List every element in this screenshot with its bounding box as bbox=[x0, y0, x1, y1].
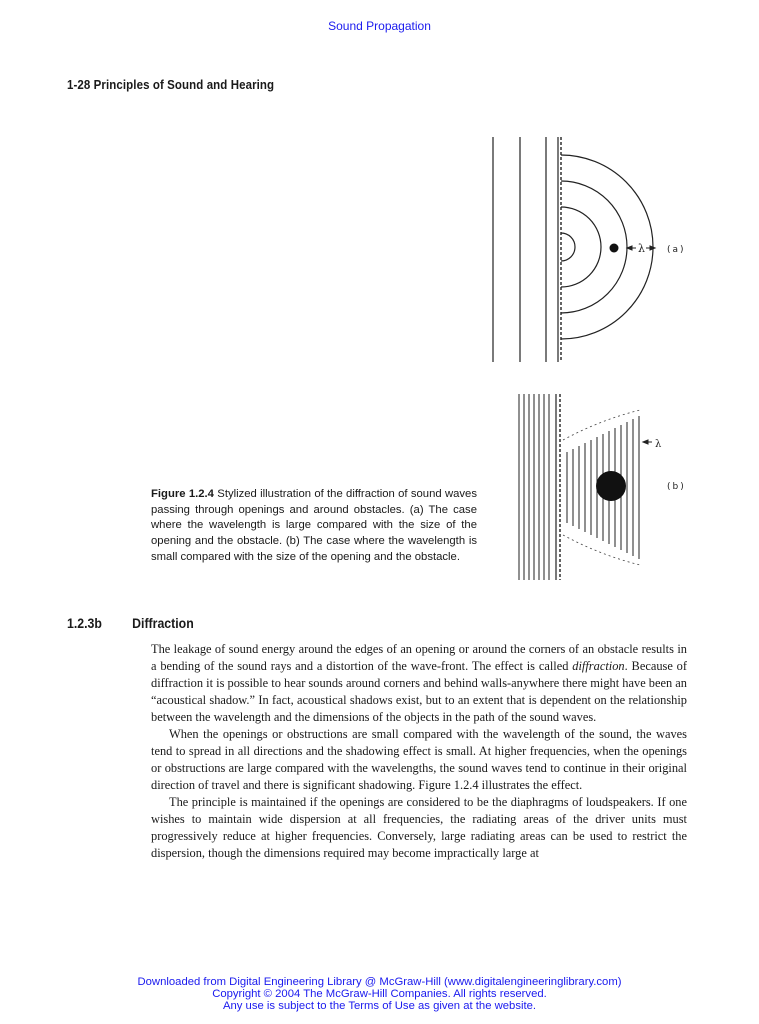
lambda-label-b: λ bbox=[655, 439, 662, 450]
caption-text: Stylized illustration of the diffraction of sound waves passing through openings and around obstacles. (a) The case where the wavelength is large compared with the size of the opening and the obstacle. (b) The case where the wavelength is small compared with the size of the opening and the obstacle. bbox=[151, 488, 477, 563]
header-link[interactable]: Sound Propagation bbox=[328, 19, 431, 33]
body-text bbox=[151, 641, 687, 862]
paragraph-1-start: The leakage of sound energy around the edges of an opening or around the corners of an obstacle results in a bending of the sound rays and a distortion of the wave-front. The effect is called bbox=[151, 642, 687, 673]
figure-label-b: (b) bbox=[667, 482, 686, 492]
wavelength-marker-b bbox=[643, 440, 652, 444]
obstacle-b bbox=[596, 471, 626, 501]
figure-caption bbox=[151, 487, 477, 566]
plane-waves-b bbox=[519, 394, 549, 580]
lambda-label-a: λ bbox=[638, 242, 645, 255]
figure-label-a: (a) bbox=[667, 245, 686, 255]
plane-waves-a bbox=[493, 137, 546, 362]
paragraph-1-term: diffraction bbox=[572, 659, 625, 673]
paragraph-1-end: . Because of diffraction it is possible to hear sounds around corners and behind walls-anywhere there might have been an “acoustical shadow.” In fact, acoustical shadows exist, but to an extent that is dependent on the relationship between the wavelength and the dimensions of the objects in the path of the sound waves. bbox=[151, 659, 687, 724]
section-title: Diffraction bbox=[132, 615, 194, 631]
obstacle-a bbox=[610, 244, 619, 253]
diffraction-figure bbox=[480, 128, 690, 583]
caption-label: Figure 1.2.4 bbox=[151, 488, 214, 500]
barrier-a bbox=[558, 137, 561, 362]
paragraph-1 bbox=[151, 641, 687, 726]
footer-line-2[interactable]: Copyright © 2004 The McGraw-Hill Companies. All rights reserved. bbox=[212, 988, 547, 1000]
footer-line-1[interactable]: Downloaded from Digital Engineering Library @ McGraw-Hill (www.digitalengineeringlibrary.com) bbox=[137, 976, 622, 988]
footer-line-3[interactable]: Any use is subject to the Terms of Use as given at the website. bbox=[222, 1000, 537, 1012]
paragraph-3: The principle is maintained if the openings are considered to be the diaphragms of loudspeakers. If one wishes to maintain wide dispersion at all frequencies, the radiating areas of the driver units must progressively reduce at higher frequencies. Conversely, large radiating areas can be used to restrict the dispersion, though the dimensions required may become impractically large at bbox=[151, 795, 687, 860]
section-number: 1.2.3b bbox=[67, 615, 102, 631]
barrier-b bbox=[556, 394, 560, 580]
paragraph-2: When the openings or obstructions are small compared with the wavelength of the sound, the waves tend to spread in all directions and the shadowing effect is small. At higher frequencies, when the openings or obstructions are large compared with the wavelengths, the sound waves tend to continue in their original direction of travel and there is significant shadowing. Figure 1.2.4 illustrates the effect. bbox=[151, 727, 687, 792]
running-head: 1-28 Principles of Sound and Hearing bbox=[67, 78, 275, 92]
section-heading bbox=[67, 615, 194, 631]
footer[interactable] bbox=[0, 976, 759, 1012]
